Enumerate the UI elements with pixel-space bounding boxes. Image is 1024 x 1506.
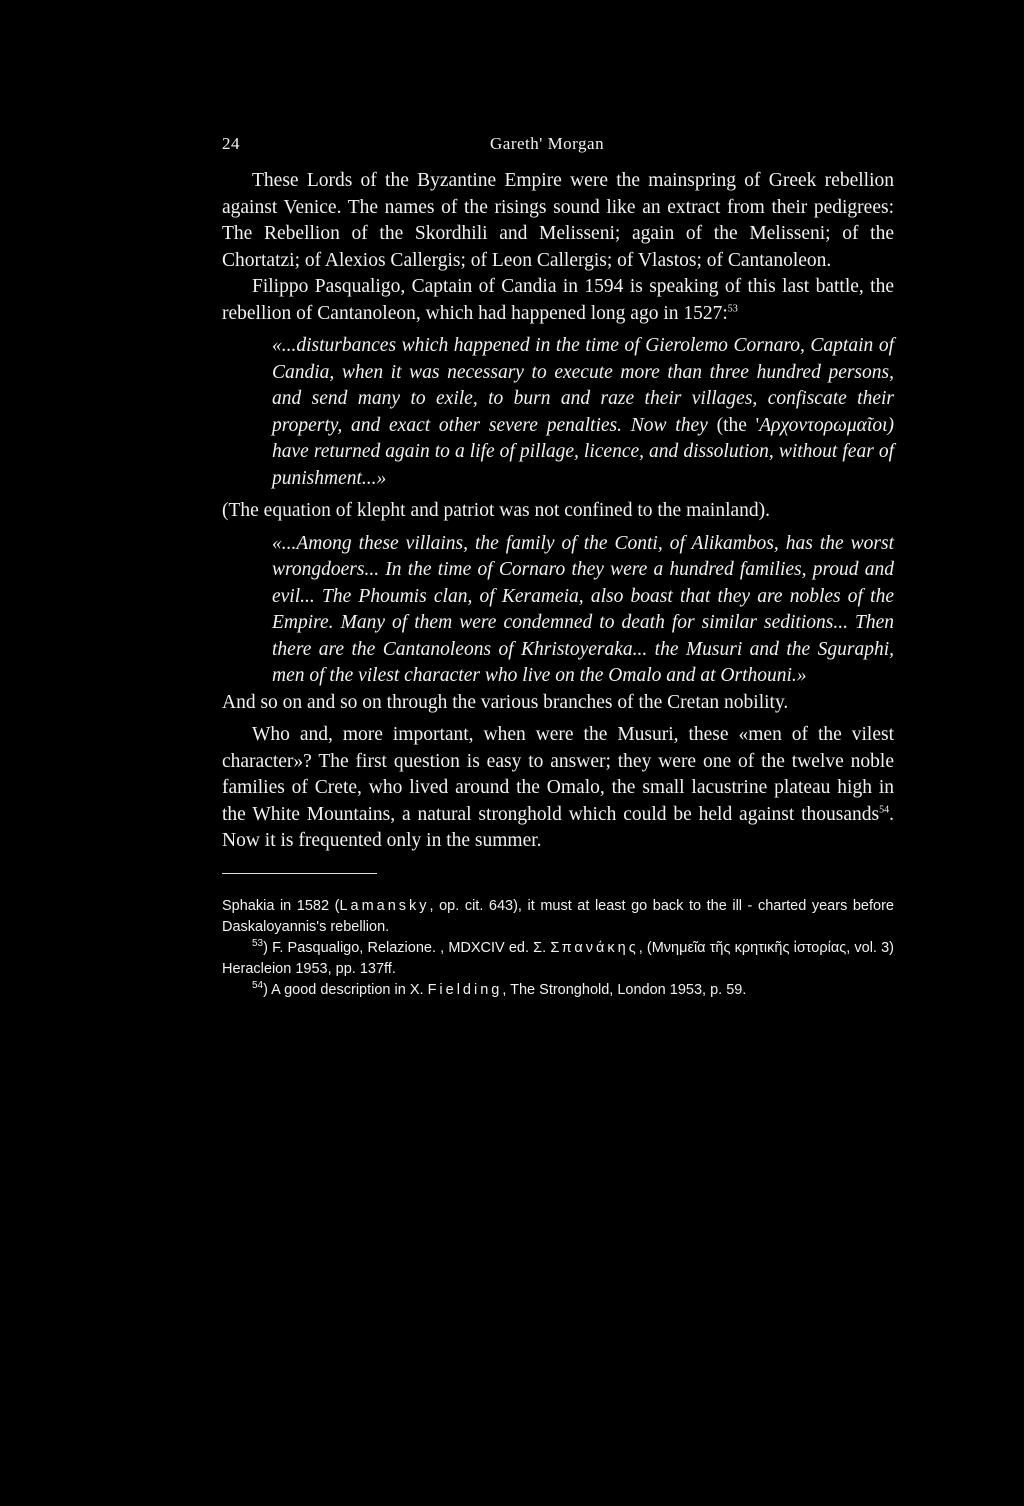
footnote-continued-text2: , op. cit. 643), it must at least go back to the ill - charted years before Daskaloyannis's rebellion. <box>222 897 894 935</box>
footnote-53-text1: ) F. Pasqualigo, Relazione. , MDXCIV ed. Σ. <box>263 939 551 956</box>
footnote-54-number: 54 <box>252 979 264 991</box>
footnote-53-author: Σπανάκης <box>550 939 639 956</box>
greek-term: Αρχοντορωμαῖοι <box>759 414 888 436</box>
quotation-disturbances <box>272 333 894 492</box>
footnote-54 <box>222 980 894 1001</box>
paragraph-pasqualigo <box>222 274 894 327</box>
footnote-53-text2: , (Μνημεῖα τῆς κρητικῆς ἱστορίας, vol. 3) Heracleion 1953, pp. 137ff. <box>222 939 894 977</box>
paragraph-lords: These Lords of the Byzantine Empire were the mainspring of Greek rebellion against Venice. The names of the risings sound like an extract from their pedigrees: The Rebellion of the Skordhili and Melisseni; again of the Melisseni; of the Chortatzi; of Alexios Callergis; of Leon Callergis; of Vlastos; of Cantanoleon. <box>222 170 894 271</box>
footnote-54-text1: ) A good description in X. <box>263 981 428 998</box>
quotation-disturbances-part2: (the ' <box>707 414 760 436</box>
quotation-disturbances-part3: ) have returned again to a life of pillage, licence, and dissolution, without fear of punishment...» <box>272 414 894 489</box>
footnote-continued-text1: Sphakia in 1582 ( <box>222 897 340 914</box>
footnote-ref-53: 53 <box>727 303 738 314</box>
quotation-villains: «...Among these villains, the family of the Conti, of Alikambos, has the worst wrongdoers... In the time of Cornaro they were a hundred families, proud and evil... The Phoumis clan, of Kerameia, also boast that they are nobles of the Empire. Many of them were condemned to death for similar seditions... Then there are the Cantanoleons of Khristoyeraka... the Musuri and the Sguraphi, men of the vilest character who live on the Omalo and at Orthouni.» <box>272 532 894 686</box>
footnote-53-number: 53 <box>252 937 264 949</box>
footnote-53 <box>222 938 894 980</box>
running-header <box>222 128 894 168</box>
paragraph-pasqualigo-text: Filippo Pasqualigo, Captain of Candia in 1594 is speaking of this last battle, the rebellion of Cantanoleon, which had happened long ago in 1527: <box>222 276 894 324</box>
main-text <box>222 168 894 855</box>
document-page <box>222 128 894 1001</box>
footnote-54-author: Fielding <box>427 981 503 998</box>
footnote-continued-author: Lamansky <box>339 897 430 914</box>
paragraph-and-so-on: And so on and so on through the various branches of the Cretan nobility. <box>222 691 789 713</box>
footnote-continued <box>222 896 894 938</box>
paragraph-musuri-text: Who and, more important, when were the Musuri, these «men of the vilest character»? The first question is easy to answer; they were one of the twelve noble families of Crete, who lived around the Omalo, the small lacustrine plateau high in the White Mountains, a natural stronghold which could be held against thousands <box>222 724 894 825</box>
paragraph-musuri <box>222 722 894 855</box>
footnote-rule <box>222 873 377 874</box>
paragraph-musuri-end: . Now it is frequented only in the summer. <box>222 803 894 851</box>
footnotes <box>222 896 894 1001</box>
running-author: Gareth' Morgan <box>490 134 605 153</box>
paragraph-klepht: (The equation of klepht and patriot was not confined to the mainland). <box>222 500 771 521</box>
quotation-disturbances-part1: «...disturbances which happened in the time of Gierolemo Cornaro, Captain of Candia, when it was necessary to execute more than three hundred persons, and send many to exile, to burn and raze their villages, confiscate their property, and exact other severe penalties. Now they <box>272 335 894 436</box>
footnote-ref-54: 54 <box>879 804 890 815</box>
page-number: 24 <box>222 134 240 153</box>
footnote-54-text2: , The Stronghold, London 1953, p. 59. <box>502 981 747 998</box>
